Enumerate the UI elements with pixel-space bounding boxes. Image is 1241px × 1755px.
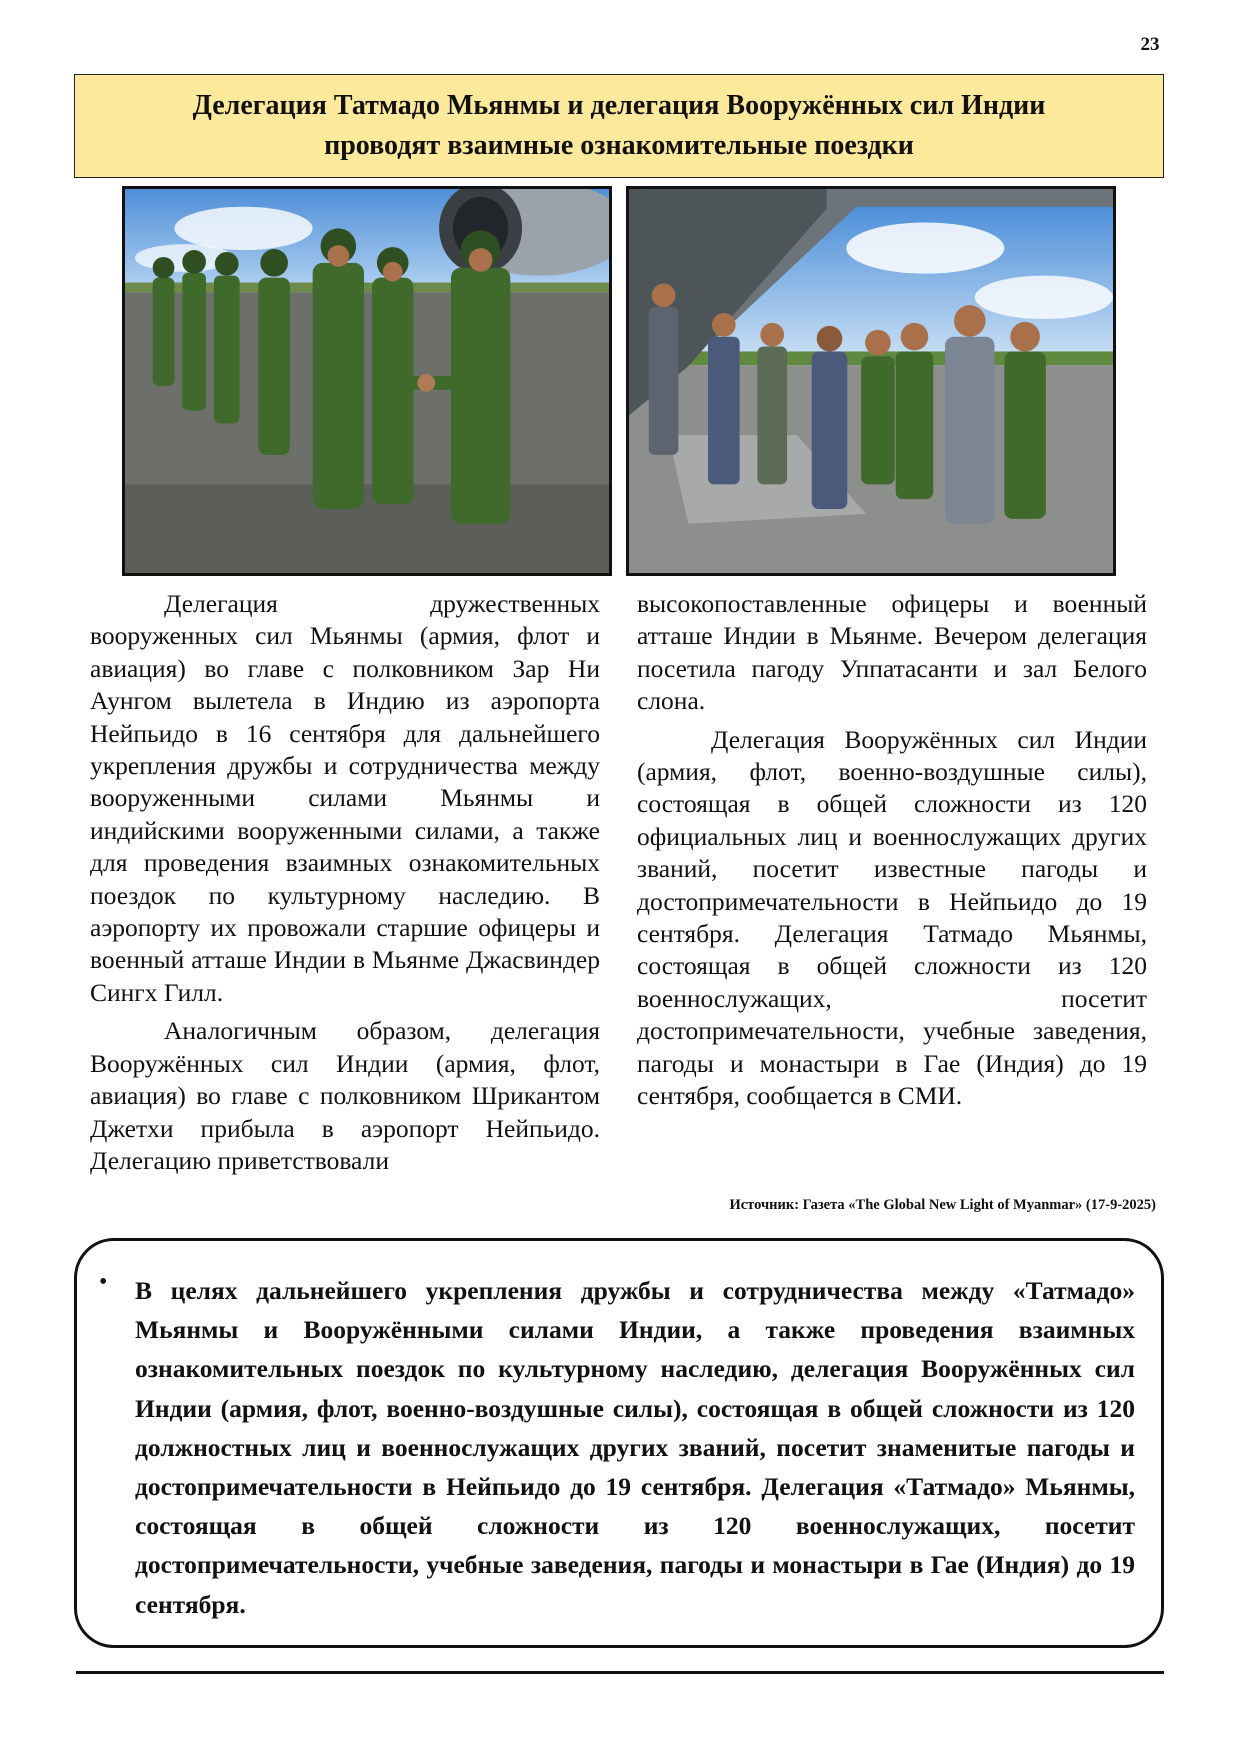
summary-box bbox=[74, 1238, 1164, 1648]
page-number: 23 bbox=[1140, 34, 1160, 55]
summary-text: В целях дальнейшего укрепления дружбы и сотрудничества между «Татмадо» Мьянмы и Вооружёнными силами Индии, а также проведения взаимных ознакомительных поездок по культурному наследию, делегация Вооружённых сил Индии (армия, флот, военно-воздушные силы), состоящая в общей сложности из 120 должностных лиц и военнослужащих других званий, посетит знаменитые пагоды и достопримечательности в Нейпьидо до 19 сентября. Делегация «Татмадо» Мьянмы, состоящая в общей сложности из 120 военнослужащих, посетит достопримечательности, учебные заведения, пагоды и монастыри в Гае (Индия) до 19 сентября. bbox=[135, 1276, 1135, 1619]
photo-aircraft-ramp bbox=[626, 186, 1116, 576]
title-line-1: Делегация Татмадо Мьянмы и делегация Вооружённых сил Индии bbox=[192, 90, 1046, 121]
source-citation: Источник: Газета «The Global New Light of Myanmar» (17-9-2025) bbox=[729, 1197, 1156, 1213]
article-title bbox=[74, 74, 1164, 178]
photo-handshake-airport bbox=[122, 186, 612, 576]
right-paragraph-2: Делегация Вооружённых сил Индии (армия, флот, военно-воздушные силы), состоящая в общей сложности из 120 официальных лиц и военнослужащих других званий, посетит известные пагоды и достопримечательности в Нейпьидо до 19 сентября. Делегация Татмадо Мьянмы, состоящая в общей сложности из 120 военнослужащих, посетит достопримечательности, учебные заведения, пагоды и монастыри в Гае (Индия) до 19 сентября, сообщается в СМИ. bbox=[637, 724, 1147, 1111]
title-line-2: проводят взаимные ознакомительные поездки bbox=[324, 130, 914, 161]
photo-handshake-illustration bbox=[125, 189, 609, 573]
left-paragraph-1: Делегация дружественных вооруженных сил Мьянмы (армия, флот и авиация) во главе с полковником Зар Ни Аунгом вылетела в Индию из аэропорта Нейпьидо в 16 сентября для дальнейшего укрепления дружбы и сотрудничества между вооруженными силами Мьянмы и индийскими вооруженными силами, а также для проведения взаимных ознакомительных поездок по культурному наследию. В аэропорту их провожали старшие офицеры и военный атташе Индии в Мьянме Джасвиндер Сингх Гилл. bbox=[90, 589, 600, 1007]
photo-aircraft-illustration bbox=[629, 189, 1113, 573]
left-paragraph-2: Аналогичным образом, делегация Вооружённых сил Индии (армия, флот, авиация) во главе с полковником Шрикантом Джетхи прибыла в аэропорт Нейпьидо. Делегацию приветствовали bbox=[90, 1016, 600, 1175]
bullet-icon: • bbox=[99, 1269, 108, 1295]
article-column-left bbox=[90, 588, 600, 1208]
right-paragraph-1: высокопоставленные офицеры и военный атташе Индии в Мьянме. Вечером делегация посетила пагоду Уппатасанти и зал Белого слона. bbox=[637, 589, 1147, 716]
bottom-rule bbox=[76, 1671, 1164, 1674]
article-column-right bbox=[637, 588, 1147, 1113]
